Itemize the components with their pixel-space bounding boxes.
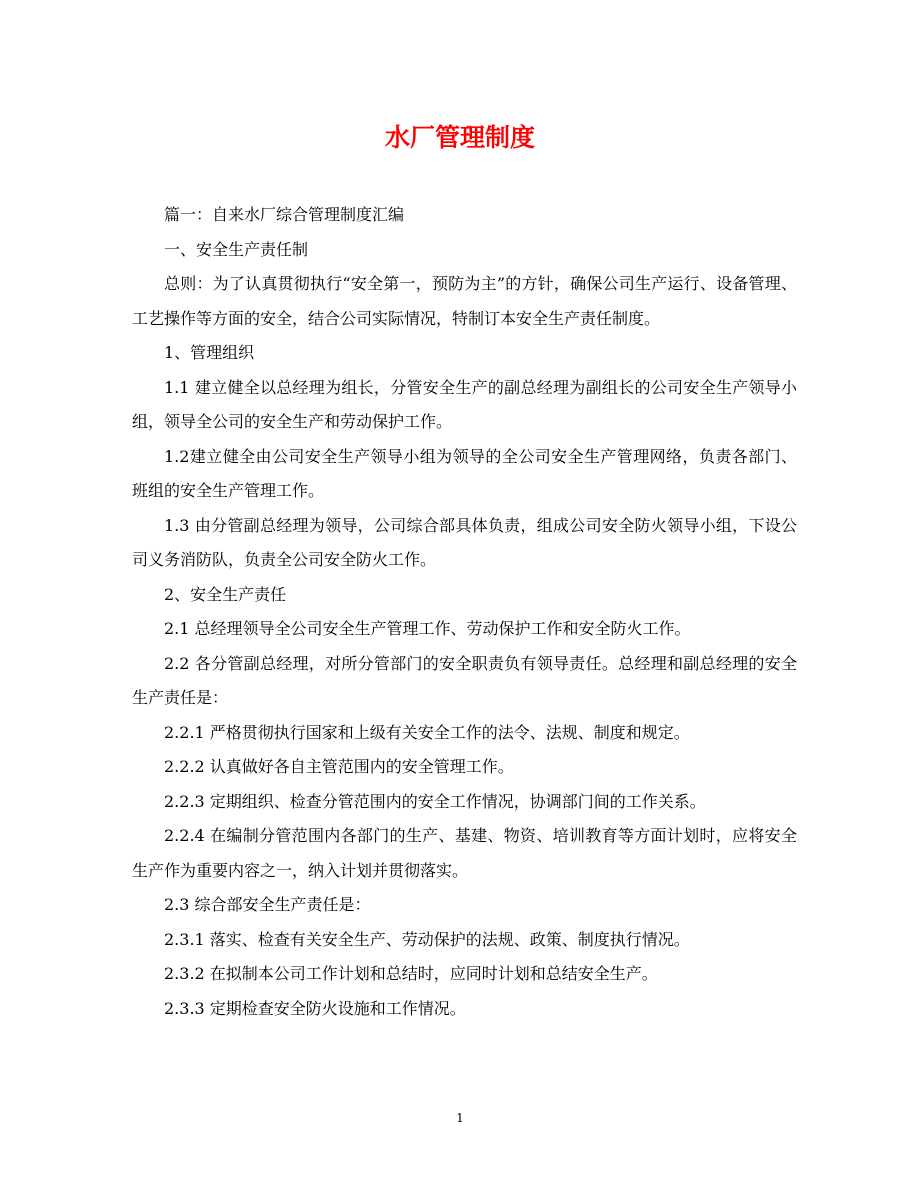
paragraph: 2.2.2 认真做好各自主管范围内的安全管理工作。 <box>164 757 514 776</box>
paragraph: 1.3 由分管副总经理为领导，公司综合部具体负责，组成公司安全防火领导小组，下设公司义务消防队，负责全公司安全防火工作。 <box>132 515 797 569</box>
paragraph: 2.3 综合部安全生产责任是： <box>164 895 371 914</box>
paragraph: 2.3.2 在拟制本公司工作计划和总结时，应同时计划和总结安全生产。 <box>164 964 658 983</box>
paragraph: 篇一：自来水厂综合管理制度汇编 <box>164 205 405 224</box>
paragraph: 2.2 各分管副总经理，对所分管部门的安全职责负有领导责任。总经理和副总经理的安全生产责任是： <box>132 653 797 707</box>
paragraph: 总则：为了认真贯彻执行“安全第一，预防为主”的方针，确保公司生产运行、设备管理、工艺操作等方面的安全，结合公司实际情况，特制订本安全生产责任制度。 <box>132 274 797 328</box>
document-title: 水厂管理制度 <box>384 123 535 152</box>
paragraph: 2.1 总经理领导全公司安全生产管理工作、劳动保护工作和安全防火工作。 <box>164 619 691 638</box>
page-number: 1 <box>456 1111 464 1125</box>
paragraph: 1.1 建立健全以总经理为组长，分管安全生产的副总经理为副组长的公司安全生产领导小组，领导全公司的安全生产和劳动保护工作。 <box>132 377 797 431</box>
paragraph: 2.3.1 落实、检查有关安全生产、劳动保护的法规、政策、制度执行情况。 <box>164 929 690 949</box>
paragraph: 2.2.3 定期组织、检查分管范围内的安全工作情况，协调部门间的工作关系。 <box>164 791 706 811</box>
paragraph: 2.2.4 在编制分管范围内各部门的生产、基建、物资、培训教育等方面计划时，应将安全生产作为重要内容之一，纳入计划并贯彻落实。 <box>132 826 797 880</box>
paragraph: 一、安全生产责任制 <box>164 239 309 259</box>
paragraph: 2.3.3 定期检查安全防火设施和工作情况。 <box>164 998 466 1018</box>
paragraph: 1.2建立健全由公司安全生产领导小组为领导的全公司安全生产管理网络，负责各部门、班组的安全生产管理工作。 <box>132 446 797 500</box>
paragraph: 2、安全生产责任 <box>164 584 287 604</box>
paragraph: 1、管理组织 <box>164 343 255 362</box>
paragraph: 2.2.1 严格贯彻执行国家和上级有关安全工作的法令、法规、制度和规定。 <box>164 722 690 742</box>
document-body <box>132 198 797 1026</box>
